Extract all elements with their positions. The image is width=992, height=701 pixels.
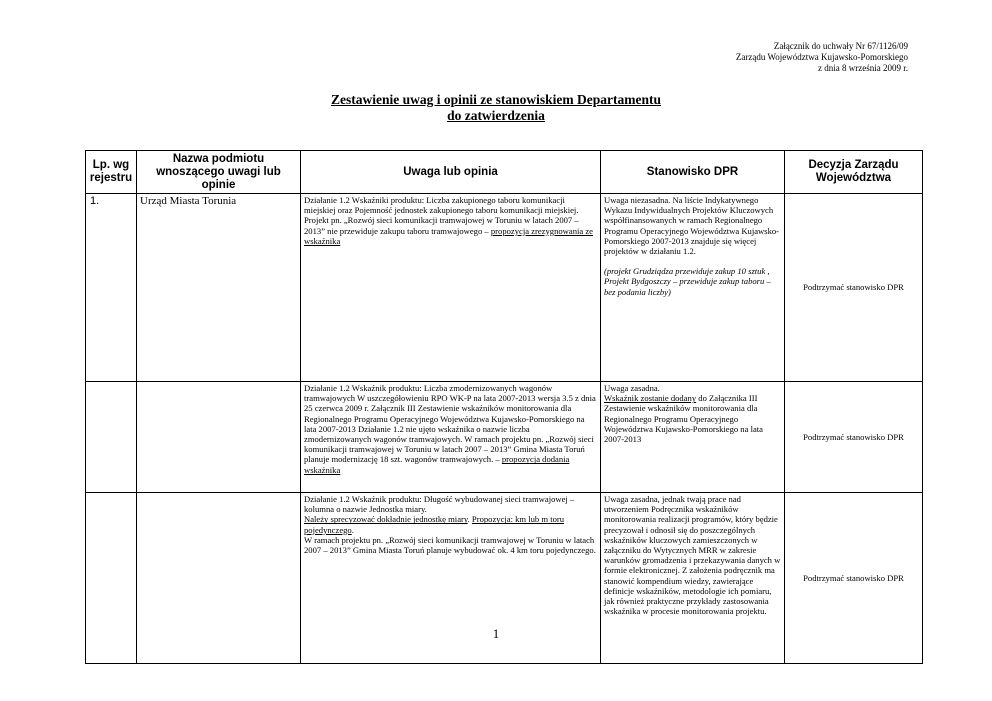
remarks-table [85,150,923,664]
header-lp: Lp. wg rejestru [86,151,137,194]
header-stanowisko: Stanowisko DPR [601,151,785,194]
uwaga-underline-2: Propozycja: km lub m toru pojedynczego [304,514,565,535]
stanowisko-highlight: Wskaźnik zostanie dodany [604,393,697,404]
annex-note [736,41,908,74]
cell-uwaga [301,382,601,493]
uwaga-text: Działanie 1.2 Wskaźniki produktu: Liczba zakupionego taboru komunikacji miejskiej oraz Pojemność jednostek zakupionego taboru komunikacji miejskiej. Projekt pn. „Rozwój sieci komunikacji tramwajowej w Toruniu w latach 2007 – 2013” nie przewiduje zakupu taboru tramwajowego – [304,195,579,236]
annex-line-2: Zarządu Województwa Kujawsko-Pomorskiego [735,52,908,62]
stanowisko-text: Uwaga niezasadna. Na liście Indykatywnego Wykazu Indywidualnych Projektów Kluczowych współfinansowanych w ramach Regionalnego Programu Operacyjnego Województwa Kujawsko-Pomorskiego 2007-2013 znajduje się więcej projektów w działaniu 1.2. [604,195,780,257]
header-uwaga: Uwaga lub opinia [301,151,601,194]
uwaga-text-2: W ramach projektu pn. „Rozwój sieci komunikacji tramwajowej w Toruniu w latach 2007 – 2013” Gmina Miasta Toruń planuje wybudować ok. 4 km toru pojedynczego. [304,534,596,556]
page-number: 1 [492,626,500,641]
table-header-row [86,151,923,194]
cell-stanowisko [601,382,785,493]
uwaga-intro: Działanie 1.2 Wskaźnik produktu: Długość wybudowanej sieci tramwajowej – kolumna o nazwie Jednostka miary. [304,494,575,515]
table-row [86,382,923,493]
uwaga-underline-1: Należy sprecyzować dokładnie jednostkę miary [304,514,468,525]
uwaga-text: Działanie 1.2 Wskaźnik produktu: Liczba zmodernizowanych wagonów tramwajowych W uszczegółowieniu RPO WK-P na lata 2007-2013 wersja 3.5 z dnia 25 czerwca 2009 r. Załącznik III Zestawienie wskaźników monitorowania dla Regionalnego Programu Operacyjnego Województwa Kujawsko-Pomorskiego na lata 2007-2013 Działanie 1.2 nie ujęto wskaźnika o nazwie liczba zmodernizowanych wagonów tramwajowych. W ramach projektu pn. „Rozwój sieci komunikacji tramwajowej w Toruniu w latach 2007 – 2013” Gmina Miasta Toruń planuje modernizację 18 szt. wagonów tramwajowych. – [304,383,596,465]
table-row [86,194,923,382]
title-line-1: Zestawienie uwag i opinii ze stanowiskiem Departamentu [331,92,661,107]
uwaga-proposal: propozycja dodania wskaźnika [304,454,570,475]
cell-decyzja: Podtrzymać stanowisko DPR [785,194,923,382]
title-line-2: do zatwierdzenia [447,108,545,123]
cell-podmiot [137,382,301,493]
cell-stanowisko [601,194,785,382]
cell-lp [86,382,137,493]
cell-decyzja: Podtrzymać stanowisko DPR [785,382,923,493]
cell-lp: 1. [86,194,137,382]
cell-decyzja: Podtrzymać stanowisko DPR [785,493,923,664]
cell-stanowisko: Uwaga zasadna, jednak twają prace nad utworzeniem Podręcznika wskaźników monitorowania realizacji programów, który będzie precyzował i odnosił się do poszczególnych wskaźników kluczowych zamieszczonych w załączniku do Wytycznych MRR w zakresie warunków gromadzenia i przekazywania danych w formie elektronicznej. Z założenia podręcznik ma stanowić kompendium wiedzy, zawierające definicje wskaźników, metodologie ich pomiaru, jak również praktyczne przykłady zastosowania wskaźnika w procesie monitorowania projektu. [601,493,785,664]
header-podmiot: Nazwa podmiotu wnoszącego uwagi lub opinie [137,151,301,194]
annex-line-3: z dnia 8 września 2009 r. [818,63,908,73]
uwaga-proposal: propozycja zrezygnowania ze wskaźnika [304,225,593,246]
annex-line-1: Załącznik do uchwały Nr 67/1126/09 [773,41,908,51]
cell-podmiot: Urząd Miasta Torunia [137,194,301,382]
cell-uwaga [301,194,601,382]
stanowisko-note: (projekt Grudziądza przewiduje zakup 10 sztuk , Projekt Bydgoszczy – przewiduje zakup taboru – bez podania liczby) [604,266,771,297]
stanowisko-prefix: Uwaga zasadna. [604,383,660,393]
header-decyzja: Decyzja Zarządu Województwa [785,151,923,194]
document-title [0,92,992,124]
stanowisko-rest: do Załącznika III Zestawienie wskaźników monitorowania dla Regionalnego Programu Operacyjnego Województwa Kujawsko-Pomorskiego na lata 2007-2013 [604,393,763,445]
uwaga-separator: . [467,514,472,525]
uwaga-end: . [351,524,354,535]
